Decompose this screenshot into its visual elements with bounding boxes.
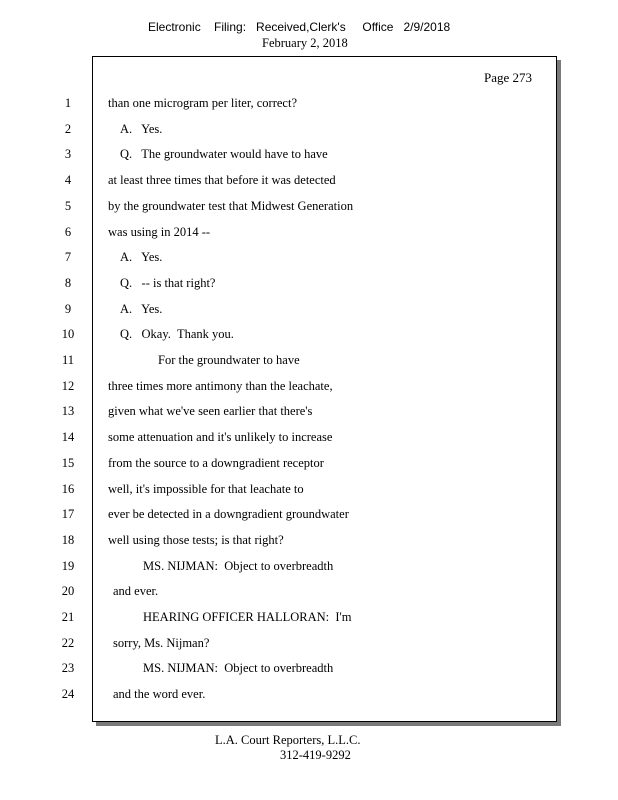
transcript-line [0,533,560,553]
line-text: by the groundwater test that Midwest Generation [108,198,354,213]
transcript-line [0,147,560,167]
line-number: 4 [64,173,72,188]
transcript-line [0,122,560,142]
line-number: 9 [64,301,72,316]
transcript-line [0,250,560,270]
transcript-line [0,327,560,347]
line-number: 8 [64,275,72,290]
transcript-line [0,482,560,502]
transcript-line [0,379,560,399]
transcript-line [0,507,560,527]
filing-date: February 2, 2018 [262,36,348,50]
line-text: some attenuation and it's unlikely to increase [108,430,333,445]
transcript-line [0,584,560,604]
line-number: 1 [64,96,72,110]
page-number: Page 273 [483,70,532,85]
transcript-line [0,96,560,116]
transcript-line [0,636,560,656]
transcript-line [0,276,560,296]
line-number: 3 [64,147,72,162]
line-number: 20 [61,584,75,599]
line-text: For the groundwater to have [158,353,300,367]
line-number: 14 [61,430,75,445]
line-text: well, it's impossible for that leachate to [108,481,304,496]
line-number: 5 [64,198,72,213]
line-text: ever be detected in a downgradient groundwater [108,507,349,522]
line-text: three times more antimony than the leachate, [108,378,333,393]
line-text: at least three times that before it was detected [108,173,336,188]
line-number: 17 [61,507,75,522]
transcript-line [0,353,560,373]
transcript-line [0,199,560,219]
line-text: sorry, Ms. Nijman? [113,635,210,650]
transcript-line [0,302,560,322]
line-text: A. Yes. [120,121,163,136]
line-number: 6 [64,224,72,239]
line-text: well using those tests; is that right? [108,532,284,547]
transcript-line [0,559,560,579]
filing-stamp: Electronic Filing: Received,Clerk's Office 2/9/2018 [148,20,451,34]
line-number: 7 [64,250,72,265]
transcript-line [0,225,560,245]
line-text: given what we've seen earlier that there's [108,404,313,419]
transcript-line [0,430,560,450]
line-number: 10 [61,327,75,342]
line-number: 11 [61,353,75,367]
transcript-line [0,610,560,630]
line-number: 22 [61,635,75,650]
line-number: 23 [61,661,75,676]
line-text: from the source to a downgradient receptor [108,455,324,470]
reporter-company: L.A. Court Reporters, L.L.C. [215,733,361,747]
line-text: A. Yes. [120,301,163,316]
reporter-phone: 312-419-9292 [280,748,351,762]
line-number: 21 [61,610,75,624]
transcript-line [0,687,560,707]
line-number: 15 [61,455,75,470]
line-text: Q. The groundwater would have to have [120,147,328,162]
line-text: Q. -- is that right? [120,275,216,290]
line-number: 19 [61,558,75,573]
line-text: MS. NIJMAN: Object to overbreadth [143,661,334,676]
line-text: HEARING OFFICER HALLORAN: I'm [143,610,352,624]
line-text: than one microgram per liter, correct? [108,96,297,110]
line-text: and ever. [113,584,159,599]
line-text: A. Yes. [120,250,163,265]
line-text: and the word ever. [113,687,206,702]
transcript-line [0,661,560,681]
line-number: 24 [61,687,75,702]
line-number: 2 [64,121,72,136]
transcript-line [0,173,560,193]
line-text: MS. NIJMAN: Object to overbreadth [143,558,334,573]
line-number: 16 [61,481,75,496]
line-number: 12 [61,378,75,393]
line-number: 18 [61,532,75,547]
line-text: was using in 2014 -- [108,224,211,239]
transcript-line [0,456,560,476]
transcript-line [0,404,560,424]
line-number: 13 [61,404,75,419]
line-text: Q. Okay. Thank you. [120,327,234,342]
